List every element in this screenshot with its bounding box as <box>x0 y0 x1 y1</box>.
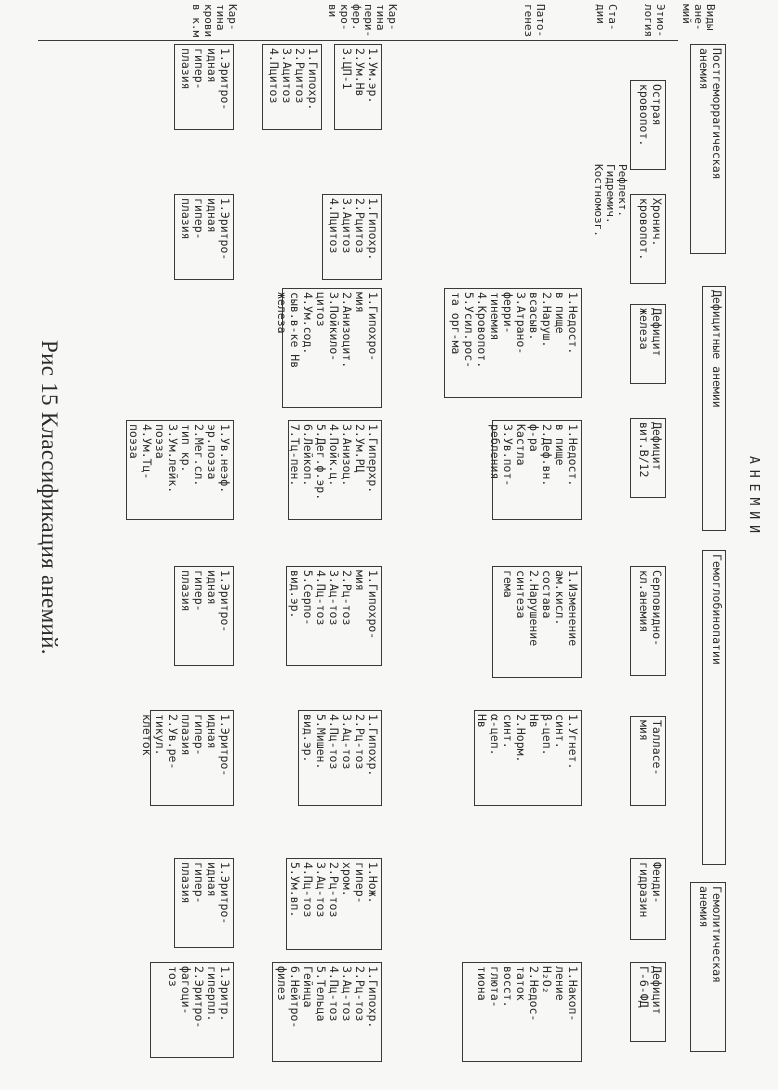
row-label-peripheral-blood: Кар- тина пери- фер. кро- ви <box>326 4 399 38</box>
pathogenesis-b12: 1.Недост. в пище 2.Деф.вн. ф-ра Кастла 3.Ув.пот- ребления <box>492 420 582 520</box>
stages-text: Рефлект. Гидремич. Костномозг. <box>592 164 629 237</box>
marrow-acute: 1.Эритро- идная гипер- плазия <box>174 44 234 130</box>
group-deficiency: Дефицитные анемии <box>702 286 726 531</box>
type-sickle-cell: Серповидно- кл.анемия <box>630 566 666 676</box>
blood-phenylhydrazine: 1.Нож. гипер- хром. 2.Рц-тоз 3.Ац-тоз 4.Пц-тоз 5.Ум.вп. <box>286 858 382 950</box>
row-label-stage: Ста- дии <box>594 4 619 31</box>
marrow-chronic: 1.Эритро- идная гипер- плазия <box>174 194 234 280</box>
blood-b12: 1.Гиперхр. 2.Ум.РЦ 3.Анизоц. 4.Пойк.ц. 5.Дег.ф.эр. 6.Лейкоп. 7.Тц-пен. <box>288 420 382 520</box>
blood-sickle: 1.Гипохро- мия 2.Рц-тоз 3.Ац-тоз 4.Пц-тоз 5.Серпо- вид.эр. <box>286 566 382 666</box>
type-acute-blood-loss: Острая кровопот. <box>630 80 666 170</box>
type-phenylhydrazine: Фенди- гидразин <box>630 858 666 940</box>
scheme-title: АНЕМИИ <box>746 456 761 539</box>
group-hemolytic: Гемолитическая анемия <box>690 882 726 1052</box>
marrow-g6pd: 1.Эритр. гиперпл. 2.Эритро- фагоци- тоз <box>150 962 234 1058</box>
row-label-rule <box>38 40 678 41</box>
blood-acute-early: 1.Ум.эр. 2.Ум.Нв 3.ЦП-1 <box>334 44 382 130</box>
blood-chronic: 1.Гипохр. 2.Рцитоз 3.Ацитоз 4.Пцитоз <box>322 194 382 280</box>
pathogenesis-g6pd: 1.Накоп- ление H₂O₂ 2.Недос- таток восст. глюта- тиона <box>462 962 582 1062</box>
row-label-etiology: Этио- логия <box>642 4 667 38</box>
row-label-types: Виды ане- мий <box>680 4 717 31</box>
type-g6pd-deficiency: Дефицит Г-6-ФД <box>630 962 666 1042</box>
type-chronic-blood-loss: Хронич. кровопот. <box>630 194 666 284</box>
pathogenesis-sickle: 1.Изменение ам.кисл. состава 2.Нарушение синтеза гема <box>492 566 582 678</box>
marrow-sickle: 1.Эритро- идная гипер- плазия <box>174 566 234 666</box>
group-posthemorrhagic: Постгеморрагическая анемия <box>690 44 726 254</box>
blood-iron: 1.Гипохро- мия 2.Анизоцит. 3.Пойкило- цитоз 4.Ум.сод. сыв.в-ке Нв железа <box>282 288 382 408</box>
figure-caption: Рис 15 Классификация анемий. <box>37 340 62 655</box>
type-thalassemia: Талласе- мия <box>630 716 666 806</box>
marrow-thalassemia: 1.Эритро- идная гипер- плазия 2.Ув.ре- тикул. клеток <box>150 710 234 806</box>
group-hemoglobinopathies: Гемоглобинопатии <box>702 550 726 865</box>
row-label-pathogenesis: Пато- генез <box>522 4 547 38</box>
type-iron-deficiency: Дефицит железа <box>630 304 666 384</box>
blood-acute-late: 1.Гипохр. 2.Рцитоз 3.Ацитоз 4.Пцитоз <box>262 44 322 130</box>
blood-g6pd: 1.Гипохр. 2.Рц-тоз 3.Ац-тоз 4.Пц-тоз 5.Тельца Гейнца 6.Нейтро- филез <box>272 962 382 1062</box>
pathogenesis-iron: 1.Недост. в пище 2.Наруш. всасыв. 3.Атрано- ферри- тинемия 4.Кровопот. 5.Усил.рос- та орг-ма <box>444 288 582 398</box>
marrow-b12: 1.Ув.неэф. эр.поэза 2.Мег.сл. тип кр. 3.Ум.лейк. поэза 4.Ум.Тц- поэза <box>126 420 234 520</box>
blood-thalassemia: 1.Гипохр. 2.Рц-тоз 3.Ац-тоз 4.Пц-тоз 5.Мишен. вид.эр. <box>298 710 382 806</box>
pathogenesis-thalassemia: 1.Угнет. синт. β-цеп. Нв 2.Норм. синт. α-цеп. Нв <box>474 710 582 806</box>
row-label-bone-marrow: Кар- тина крови в к.м <box>190 4 239 38</box>
type-b12-deficiency: Дефицит вит.В/12 <box>630 418 666 498</box>
marrow-phenylhydrazine: 1.Эритро- идная гипер- плазия <box>174 858 234 948</box>
